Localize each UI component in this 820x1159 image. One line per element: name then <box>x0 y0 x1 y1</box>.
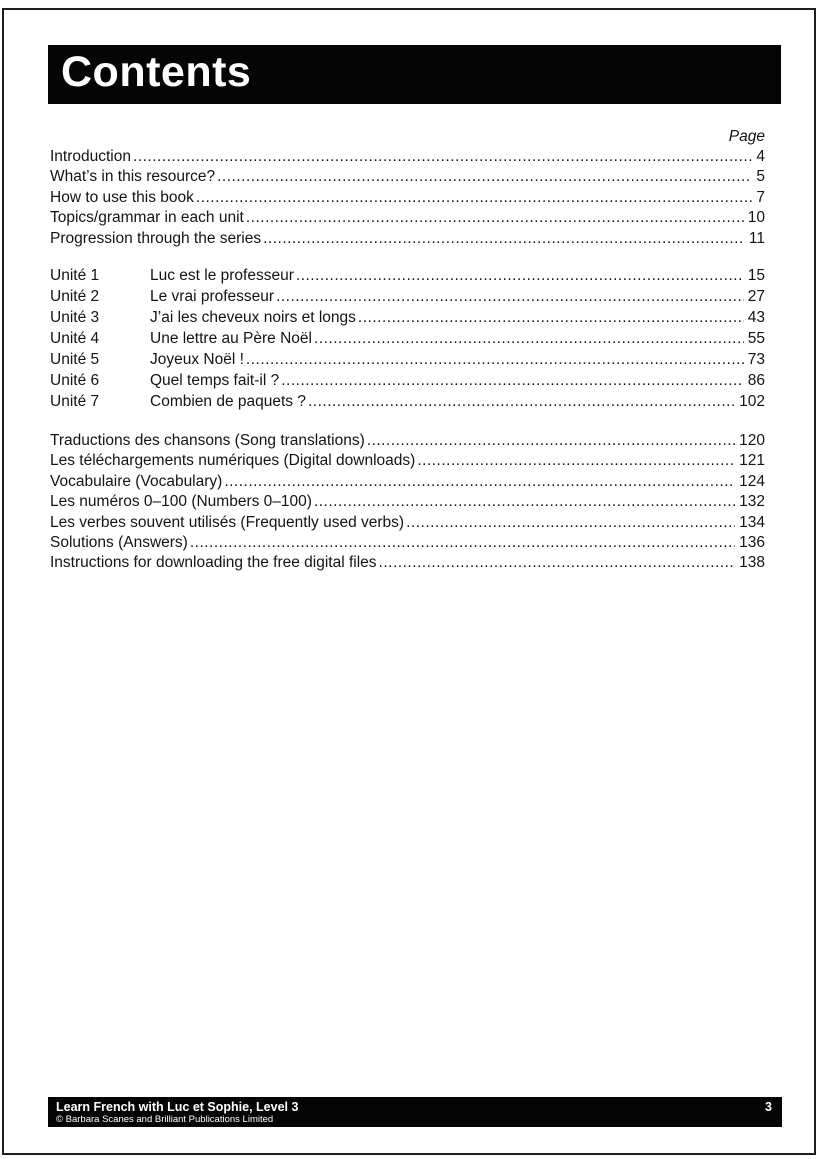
toc-row <box>50 147 765 167</box>
toc-unit-row <box>50 328 765 349</box>
toc-entry-title: Instructions for downloading the free digital files <box>50 554 377 572</box>
toc-unit-row <box>50 307 765 328</box>
unit-label: Unité 5 <box>50 351 100 369</box>
toc-row <box>50 533 765 553</box>
contents-header-bar <box>48 45 781 104</box>
toc-entry-page-number: 120 <box>739 432 765 450</box>
unit-label: Unité 7 <box>50 393 100 411</box>
toc-row <box>50 492 765 512</box>
toc-backmatter-section <box>50 431 765 574</box>
toc-entry-title: Progression through the series <box>50 229 262 247</box>
toc-units-section <box>50 265 765 412</box>
toc-row <box>50 229 765 249</box>
toc-entry-title: Topics/grammar in each unit <box>50 209 244 227</box>
toc-entry-title: Introduction <box>50 148 131 165</box>
toc-entry-title: Les verbes souvent utilisés (Frequently used verbs) <box>50 513 405 531</box>
toc-entry-page-number: 43 <box>747 309 765 327</box>
toc-entry-page-number: 4 <box>756 148 765 165</box>
toc-row <box>50 167 765 187</box>
toc-entry-page-number: 86 <box>747 372 765 390</box>
dot-leader <box>246 208 744 228</box>
footer-book-title: Learn French with Luc et Sophie, Level 3 <box>56 1100 299 1114</box>
footer-copyright: © Barbara Scanes and Brilliant Publications Limited <box>56 1114 274 1125</box>
dot-leader <box>406 513 735 533</box>
unit-label: Unité 1 <box>50 267 100 285</box>
toc-entry-page-number: 15 <box>747 267 765 285</box>
toc-entry-title: Solutions (Answers) <box>50 534 188 552</box>
toc-entry-page-number: 5 <box>756 168 765 186</box>
toc-entry-title: Combien de paquets ? <box>150 393 306 411</box>
toc-entry-title: Les numéros 0–100 (Numbers 0–100) <box>50 493 312 511</box>
toc-unit-row <box>50 349 765 370</box>
dot-leader <box>246 349 744 370</box>
toc-entry-title: Le vrai professeur <box>150 288 275 306</box>
toc-entry-title: Vocabulaire (Vocabulary) <box>50 472 223 490</box>
toc-unit-row <box>50 370 765 391</box>
dot-leader <box>217 167 752 187</box>
toc-row <box>50 472 765 492</box>
footer-bar <box>48 1097 782 1127</box>
page-column-label: Page <box>728 128 765 145</box>
toc-unit-row <box>50 265 765 286</box>
toc-entry-title: Traductions des chansons (Song translations) <box>50 432 365 450</box>
unit-label: Unité 6 <box>50 372 100 390</box>
toc-entry-title: Quel temps fait-il ? <box>150 372 280 390</box>
toc-entry-title: J’ai les cheveux noirs et longs <box>150 309 356 327</box>
unit-label: Unité 2 <box>50 288 100 306</box>
dot-leader <box>314 492 735 512</box>
toc-row <box>50 513 765 533</box>
dot-leader <box>367 431 735 451</box>
dot-leader <box>276 286 744 307</box>
toc-entry-title: Joyeux Noël ! <box>150 351 244 369</box>
dot-leader <box>379 553 736 573</box>
dot-leader <box>133 147 752 167</box>
toc-entry-page-number: 121 <box>739 452 765 470</box>
toc-entry-page-number: 10 <box>747 209 765 227</box>
dot-leader <box>296 265 744 286</box>
toc-content <box>50 126 765 574</box>
toc-unit-row <box>50 391 765 412</box>
toc-row <box>50 188 765 208</box>
toc-entry-page-number: 27 <box>747 288 765 306</box>
dot-leader <box>263 229 745 249</box>
footer-page-number: 3 <box>765 1100 772 1114</box>
toc-entry-page-number: 138 <box>739 554 765 572</box>
dot-leader <box>190 533 735 553</box>
dot-leader <box>281 370 744 391</box>
toc-row <box>50 431 765 451</box>
toc-entry-title: Une lettre au Père Noël <box>150 330 312 348</box>
page-title: Contents <box>61 48 252 96</box>
toc-entry-page-number: 124 <box>739 472 765 490</box>
toc-entry-page-number: 11 <box>748 229 765 247</box>
dot-leader <box>358 307 744 328</box>
dot-leader <box>314 328 744 349</box>
toc-entry-page-number: 7 <box>756 188 765 206</box>
toc-row <box>50 451 765 471</box>
footer-text-block <box>56 1100 298 1125</box>
toc-entry-title: Luc est le professeur <box>150 267 294 285</box>
toc-entry-page-number: 55 <box>747 330 765 348</box>
dot-leader <box>196 188 752 208</box>
toc-entry-page-number: 132 <box>739 493 765 511</box>
dot-leader <box>417 451 735 471</box>
unit-label: Unité 3 <box>50 309 100 327</box>
toc-intro-section <box>50 147 765 249</box>
toc-entry-page-number: 102 <box>739 393 765 411</box>
toc-entry-page-number: 136 <box>739 534 765 552</box>
unit-label: Unité 4 <box>50 330 100 348</box>
toc-entry-page-number: 134 <box>739 513 765 531</box>
dot-leader <box>224 472 735 492</box>
toc-entry-title: How to use this book <box>50 188 194 206</box>
toc-unit-row <box>50 286 765 307</box>
toc-entry-page-number: 73 <box>747 351 765 369</box>
toc-entry-title: What’s in this resource? <box>50 168 216 186</box>
toc-row <box>50 208 765 228</box>
toc-entry-title: Les téléchargements numériques (Digital downloads) <box>50 452 416 470</box>
dot-leader <box>308 391 735 412</box>
toc-row <box>50 553 765 573</box>
